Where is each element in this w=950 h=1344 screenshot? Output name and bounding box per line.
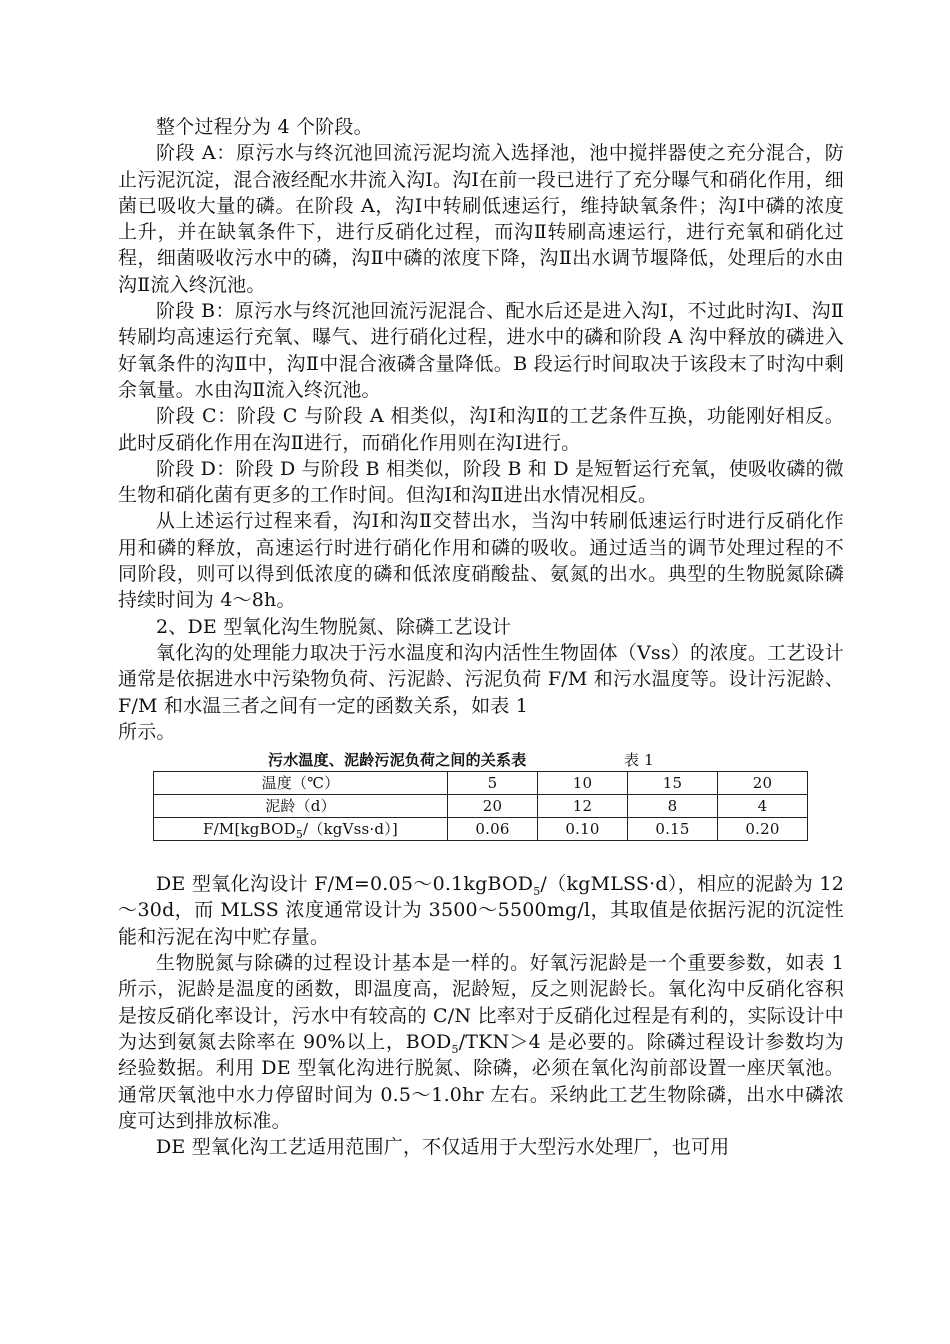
table-cell: 0.20 — [718, 818, 808, 841]
table-row — [154, 818, 808, 841]
section-heading: 2、DE 型氧化沟生物脱氮、除磷工艺设计 — [156, 615, 512, 638]
de-design-sub: 5 — [533, 884, 541, 898]
paragraph-capacity: 氧化沟的处理能力取决于污水温度和沟内活性生物固体（Vss）的浓度。工艺设计通常是依据进水中污染物负荷、污泥龄、污泥负荷 F/M 和污水温度等。设计污泥龄、F/M 和水温三者之间有一定的函数关系，如表 1 — [118, 641, 844, 717]
bio-design-sub: 5 — [451, 1042, 459, 1056]
fm-header-post: /（kgVss·d）] — [303, 820, 398, 839]
table-row — [154, 772, 808, 795]
table-cell: 8 — [628, 795, 718, 818]
bio-design-text-post: /TKN＞4 是必要的。除磷过程设计参数均为经验数据。利用 DE 型氧化沟进行脱氮、除磷，必须在氧化沟前部设置一座厌氧池。通常厌氧池中水力停留时间为 0.5～1.0hr 左右。采纳此工艺生物除磷，出水中磷浓度可达到排放标准。 — [118, 1030, 844, 1132]
paragraph-de-design — [118, 871, 844, 950]
table-spacer — [118, 841, 844, 871]
paragraph-last: DE 型氧化沟工艺适用范围广，不仅适用于大型污水处理厂，也可用 — [156, 1136, 730, 1159]
paragraph-stage-d: 阶段 D：阶段 D 与阶段 B 相类似，阶段 B 和 D 是短暂运行充氧，使吸收磷的微生物和硝化菌有更多的工作时间。但沟Ⅰ和沟Ⅱ进出水情况相反。 — [118, 457, 844, 507]
table-row — [154, 795, 808, 818]
table-section — [118, 749, 844, 841]
row-header-sludge-age: 泥龄（d） — [154, 795, 448, 818]
relation-table — [153, 771, 808, 841]
table-cell: 15 — [628, 772, 718, 795]
fm-header-sub: 5 — [295, 828, 304, 842]
paragraph-summary: 从上述运行过程来看，沟Ⅰ和沟Ⅱ交替出水，当沟中转刷低速运行时进行反硝化作用和磷的释放，高速运行时进行硝化作用和磷的吸收。通过适当的调节处理过程的不同阶段，则可以得到低浓度的磷和低浓度硝酸盐、氨氮的出水。典型的生物脱氮除磷持续时间为 4～8h。 — [118, 510, 844, 612]
body-text — [118, 114, 844, 1160]
de-design-text-post: /（kgMLSS·d），相应的泥龄为 12～30d，而 MLSS 浓度通常设计为 3500～5500mg/l，其取值是依据污泥的沉淀性能和污泥在沟中贮存量。 — [118, 873, 844, 948]
bio-design-text-pre: 生物脱氮与除磷的过程设计基本是一样的。好氧污泥龄是一个重要参数，如表 1 所示，泥龄是温度的函数，即温度高，泥龄短，反之则泥龄长。氧化沟中反硝化容积是按反硝化率设计，污水中有较高的 C/N 比率对于反硝化过程是有利的，实际设计中为达到氨氮去除率在 90%以上，BOD — [118, 952, 844, 1053]
table-cell: 10 — [538, 772, 628, 795]
fm-header-pre: F/M[kgBOD — [203, 820, 296, 839]
table-title: 污水温度、泥龄污泥负荷之间的关系表 — [268, 751, 527, 770]
paragraph-stage-c: 阶段 C：阶段 C 与阶段 A 相类似，沟Ⅰ和沟Ⅱ的工艺条件互换，功能刚好相反。此时反硝化作用在沟Ⅱ进行，而硝化作用则在沟Ⅰ进行。 — [118, 405, 844, 454]
paragraph-stage-a: 阶段 A：原污水与终沉池回流污泥均流入选择池，池中搅拌器使之充分混合，防止污泥沉淀，混合液经配水井流入沟Ⅰ。沟Ⅰ在前一段已进行了充分曝气和硝化作用，细菌已吸收大量的磷。在阶段 A，沟Ⅰ中转刷低速运行，维持缺氧条件；沟Ⅰ中磷的浓度上升，并在缺氧条件下，进行反硝化过程，而沟Ⅱ转刷高速运行，进行充氧和硝化过程，细菌吸收污水中的磷，沟Ⅱ中磷的浓度下降，沟Ⅱ出水调节堰降低，处理后的水由沟Ⅱ流入终沉池。 — [118, 142, 844, 296]
table-cell: 0.06 — [448, 818, 538, 841]
row-header-temperature: 温度（℃） — [154, 772, 448, 795]
paragraph-bio-design — [118, 950, 844, 1134]
table-cell: 5 — [448, 772, 538, 795]
table-cell: 0.15 — [628, 818, 718, 841]
paragraph-capacity-end: 所示。 — [118, 720, 176, 743]
table-cell: 4 — [718, 795, 808, 818]
table-caption — [118, 749, 844, 771]
table-cell: 20 — [718, 772, 808, 795]
table-number: 表 1 — [624, 751, 654, 770]
row-header-fm — [154, 818, 448, 841]
table-cell: 20 — [448, 795, 538, 818]
table-cell: 0.10 — [538, 818, 628, 841]
paragraph-intro: 整个过程分为 4 个阶段。 — [156, 116, 373, 138]
table-cell: 12 — [538, 795, 628, 818]
de-design-text-pre: DE 型氧化沟设计 F/M=0.05～0.1kgBOD — [156, 873, 534, 896]
paragraph-stage-b: 阶段 B：原污水与终沉池回流污泥混合、配水后还是进入沟Ⅰ，不过此时沟Ⅰ、沟Ⅱ转刷均高速运行充氧、曝气、进行硝化过程，进水中的磷和阶段 A 沟中释放的磷进入好氧条件的沟Ⅱ中，沟Ⅱ中混合液磷含量降低。B 段运行时间取决于该段末了时沟中剩余氧量。水由沟Ⅱ流入终沉池。 — [118, 300, 844, 401]
